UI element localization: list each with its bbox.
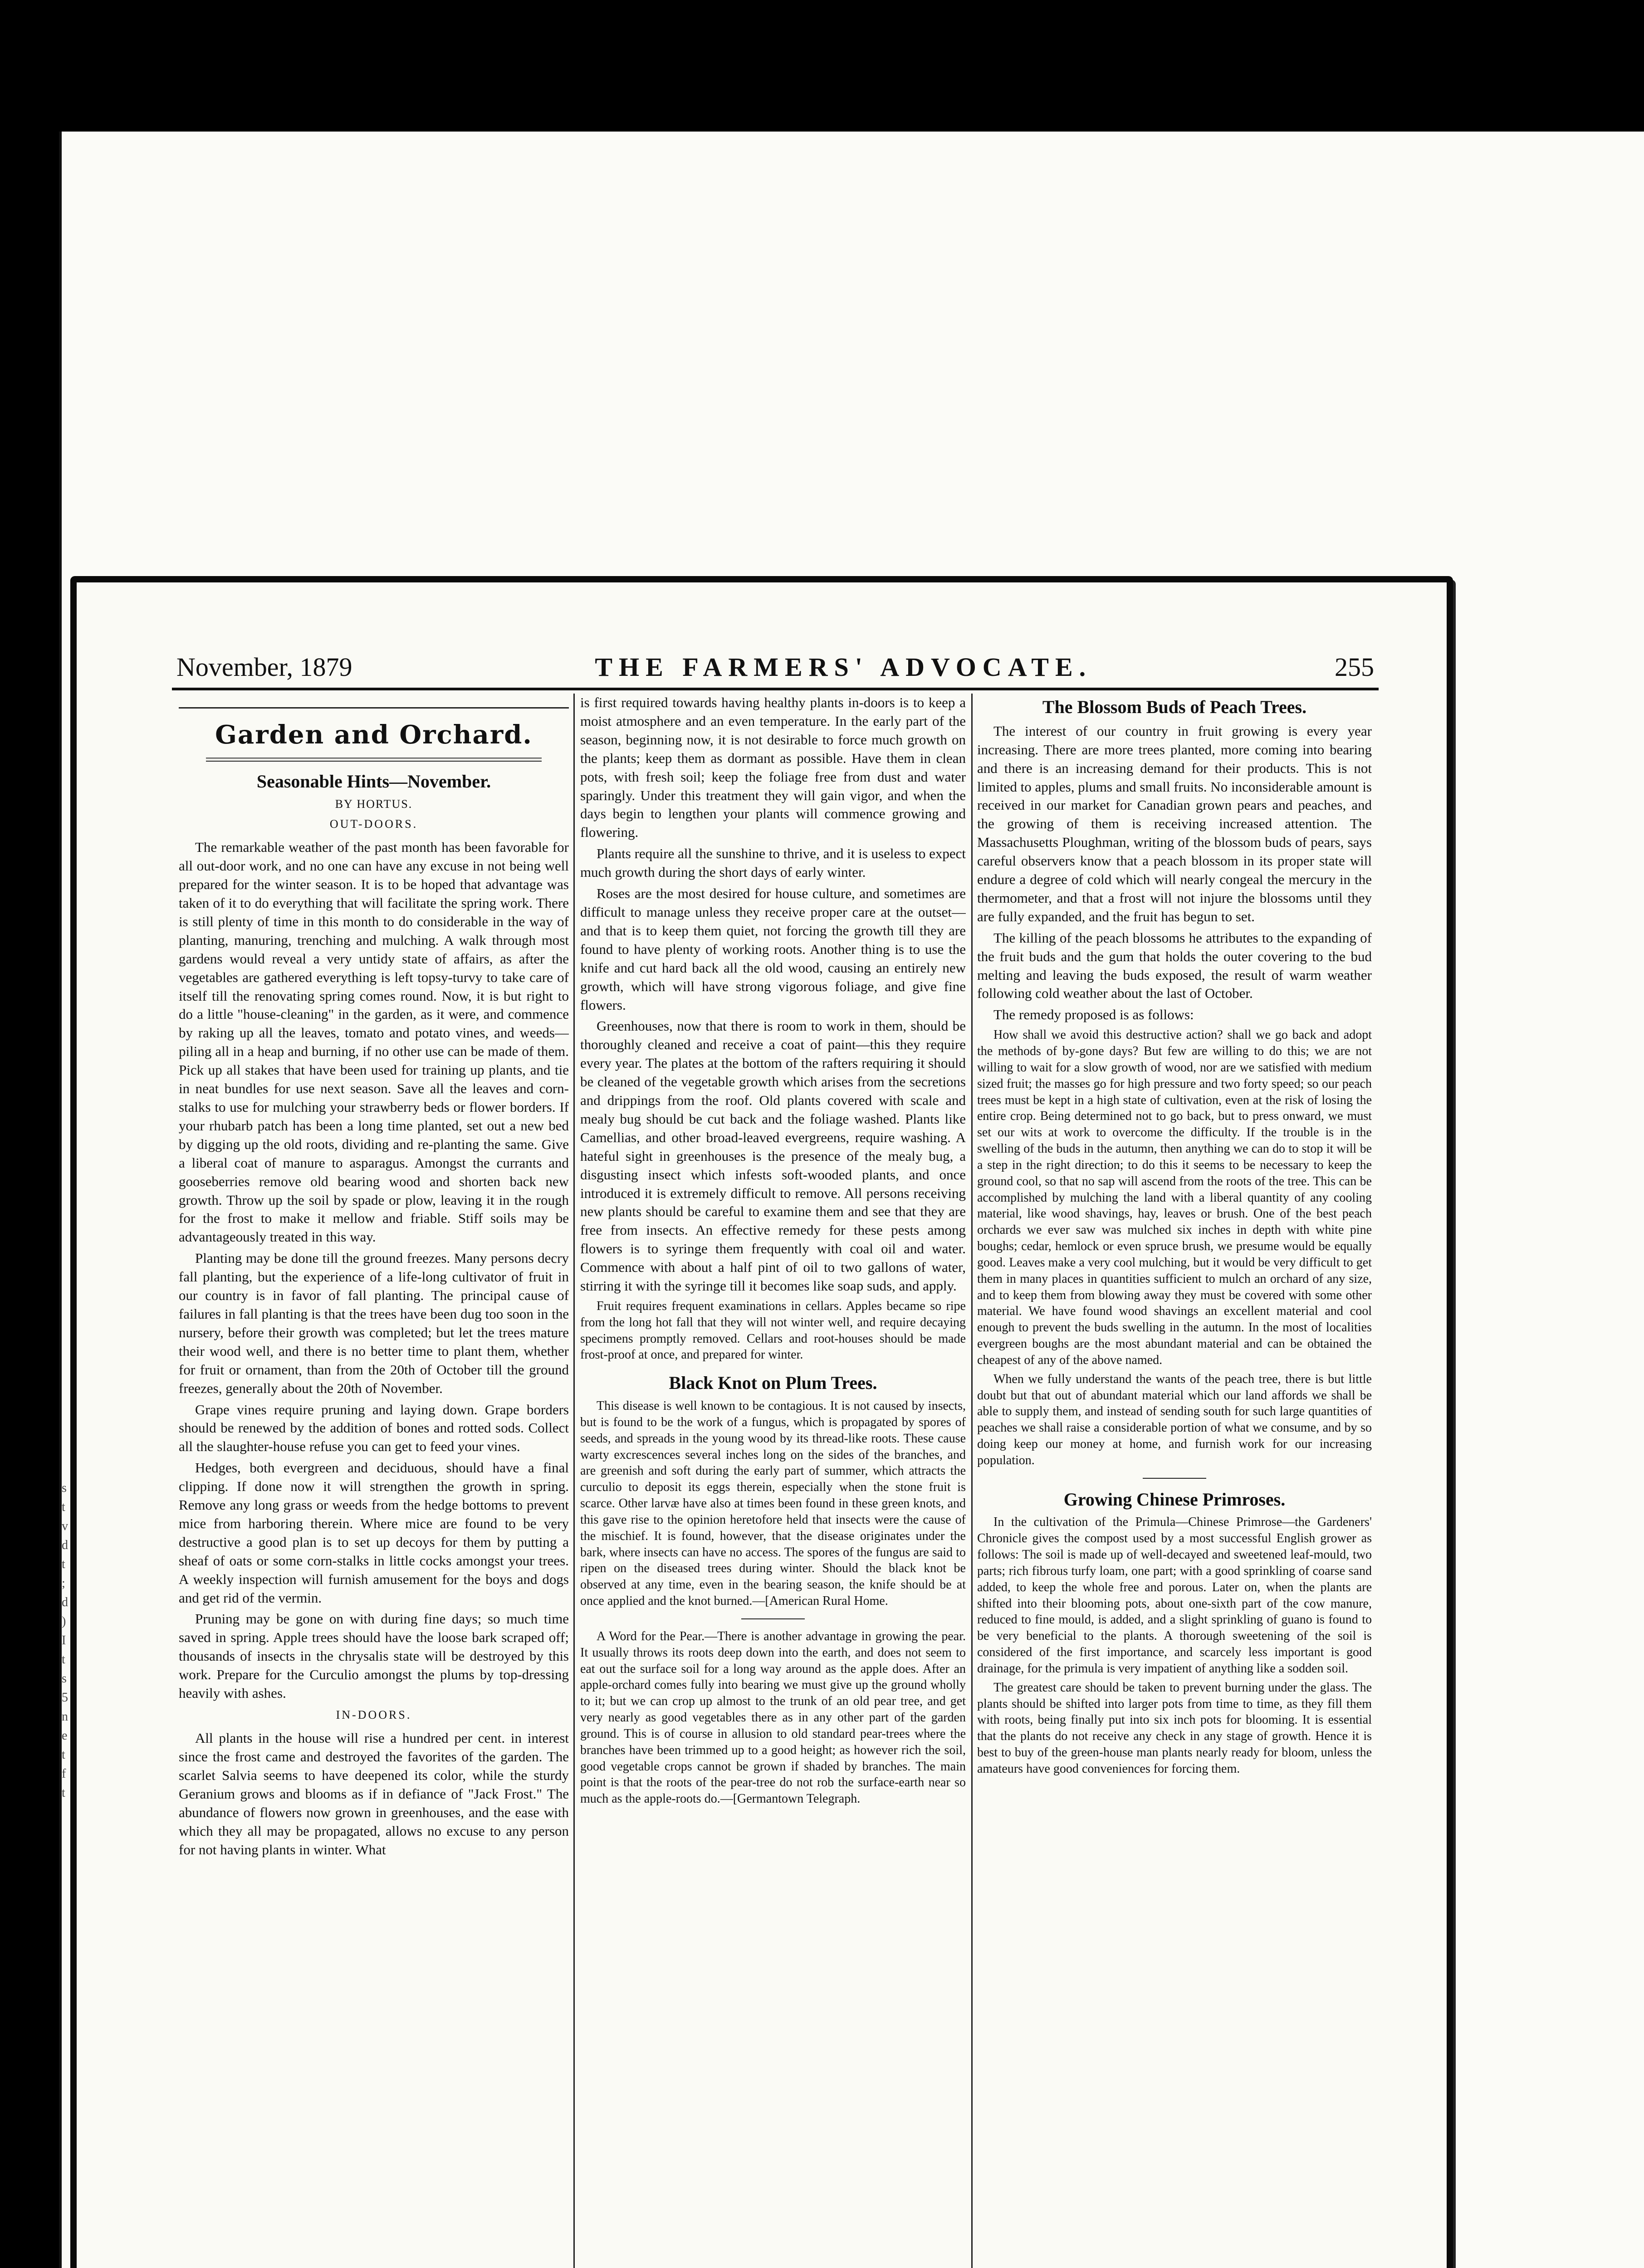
paragraph: Roses are the most desired for house culture, and sometimes are difficult to manage unless they receive proper care at the outset—and that is to keep them quiet, not forcing the growth till they are found to have plenty of working roots. Another thing is to use the knife and cut hard back all the old wood, causing an entirely new growth, which will have strong vigorous foliage, and give fine flowers. [580, 885, 966, 1013]
paragraph: is first required towards having healthy plants in-doors is to keep a moist atmosphere and an even temperature. In the early part of the season, beginning now, it is not desirable to force much growth on the plants; keep them as dormant as possible. Have them in clean pots, with fresh soil; keep the foliage free from dust and water sparingly. Under this treatment they will gain vigor, and when the days begin to lengthen your plants will commence growing and flowering. [580, 694, 966, 841]
article-headline: Growing Chinese Primroses. [1063, 1489, 1286, 1510]
column-rule [971, 694, 973, 2268]
column-2 [580, 694, 966, 2268]
paragraph: The killing of the peach blossoms he attributes to the expanding of the fruit buds and the gum that holds the outer covering to the bud melting and leaving the buds exposed, the result of warm weather following cold weather about the last of October. [977, 929, 1372, 1002]
paragraph: Pruning may be gone on with during fine days; so much time saved in spring. Apple trees should have the loose bark scraped off; thousands of insects in the chrysalis state will be destroyed by this work. Prepare for the Curculio amongst the plums by top-dressing heavily with ashes. [179, 1611, 569, 1701]
paragraph: In the cultivation of the Primula—Chinese Primrose—the Gardeners' Chronicle gives the compost used by a most successful English grower as follows: The soil is made up of well-decayed and sweetened leaf-mould, two parts; rich fibrous turfy loam, one part; with a good sprinkling of coarse sand added, to keep the whole free and porous. Later on, when the plants are shifted into their blooming pots, about one-sixth part of the cow manure, reduced to fine mould, is added, and a slight sprinkling of guano is found to be very beneficial to the plants. A thorough sweetening of the soil is considered of the first importance, and scarcely less important is good drainage, for the primula is very impatient of anything like a sodden soil. [977, 1515, 1372, 1676]
quoted-paragraph: When we fully understand the wants of the peach tree, there is but little doubt but that out of abundant material which our land affords we shall be able to supply them, and instead of sending south for such large quantities of peaches we shall raise a considerable portion of what we consume, and by so doing keep our money at home, and furnish work for our increasing population. [977, 1372, 1372, 1467]
divider [206, 758, 542, 762]
paragraph: Grape vines require pruning and laying down. Grape borders should be renewed by the addition of bones and rotted sods. Collect all the slaughter-house refuse you can get to feed your vines. [179, 1401, 569, 1455]
byline: BY HORTUS. [335, 797, 413, 811]
paragraph: Planting may be done till the ground freezes. Many persons decry fall planting, but the experience of a life-long cultivator of fruit in our country is in favor of fall planting. The principal cause of failures in fall planting is that the trees have been dug too soon in the nursery, before their growth was completed; but let the trees mature their wood well, and there is no better time to plant them, whether for fruit or ornament, than from the 20th of October till the ground freezes, generally about the 20th of November. [179, 1250, 569, 1396]
paragraph: Plants require all the sunshine to thrive, and it is useless to expect much growth during the short days of early winter. [580, 846, 966, 880]
paragraph: Hedges, both evergreen and deciduous, should have a final clipping. If done now it will strengthen the growth in spring. Remove any long grass or weeds from the hedge bottoms to prevent mice from harboring therein. Where mice are found to be very destructive a good plan is to set up decoys for them by putting a sheaf of oats or some corn-stalks in little cocks amongst your trees. A weekly inspection will furnish amusement for the boys and dogs and get rid of the vermin. [179, 1460, 569, 1606]
column-3 [977, 694, 1372, 2268]
gutter-marks: s t v d t ; d ) I t s 5 n e t f t [62, 1481, 68, 1800]
article-headline: The Blossom Buds of Peach Trees. [1042, 697, 1307, 717]
paragraph: The greatest care should be taken to prevent burning under the glass. The plants should be shifted into larger pots from time to time, as they fill them with roots, being finally put into six inch pots for blooming. It is essential that the plants do not receive any check in any stage of growth. Hence it is best to buy of the green-house man plants nearly ready for bloom, unless the amateurs have good conveniences for forcing them. [977, 1680, 1372, 1776]
divider [741, 1618, 805, 1619]
article-headline: Black Knot on Plum Trees. [669, 1373, 877, 1393]
paragraph: A Word for the Pear.—There is another advantage in growing the pear. It usually throws its roots deep down into the earth, and does not seem to eat out the surface soil for a long way around as the apple does. After an apple-orchard comes fully into bearing we must give up the ground wholly to it; but we can crop up almost to the trunk of an old pear tree, and get very nearly as good vegetables there as in any other part of the garden ground. This is of course in allusion to old standard pear-trees where the branches have been trimmed up to a good height; as however rich the soil, good vegetable crops cannot be grown if shaded by branches. The main point is that the roots of the pear-tree do not rob the surface-earth near so much as the apple-roots do.—[Germantown Telegraph. [580, 1629, 966, 1806]
paragraph: Fruit requires frequent examinations in cellars. Apples became so ripe from the long hot fall that they will not winter well, and require decaying specimens promptly removed. Cellars and root-houses should be made frost-proof at once, and prepared for winter. [580, 1299, 966, 1362]
divider [1143, 1478, 1206, 1479]
page-number: 255 [1335, 652, 1374, 682]
header-rule [172, 688, 1379, 690]
quoted-paragraph: How shall we avoid this destructive action? shall we go back and adopt the methods of by-gone days? But few are willing to do this; we are not willing to wait for a slow growth of wood, nor are we satisfied with medium sized fruit; the masses go for high pressure and two forty speed; so our peach trees must be kept in a high state of cultivation, even at the risk of losing the entire crop. Being determined not to go back, but to press onward, we must set our wits at work to overcome the difficulty. If the trouble is in the swelling of the buds in the autumn, then anything we can do to stop it will be a step in the right direction; to do this it seems to be necessary to keep the ground cool, so that no sap will ascend from the roots of the tree. This can be accomplished by mulching the land with a liberal quantity of any cooling material, like wood shavings, hay, leaves or brush. One of the best peach orchards we ever saw was mulched six inches in depth with white pine boughs; cedar, hemlock or even spruce brush, we presume would be equally good. Leaves make a very cool mulching, but it would be very difficult to get them in many places in quantities sufficient to mulch an orchard of any size, and to keep them from blowing away they must be covered with some other material. We have found wood shavings an excellent material and cool enough to prevent the buds swelling in the autumn. In the most of localities evergreen boughs are the most abundant material and can be obtained the cheapest of any of the above named. [977, 1028, 1372, 1367]
newspaper-page [70, 576, 1453, 2268]
subhead-indoors: IN-DOORS. [336, 1708, 412, 1722]
department-heading: Garden and Orchard. [179, 707, 569, 752]
column-rule [573, 694, 575, 2268]
paragraph: The interest of our country in fruit growing is every year increasing. There are more trees planted, more coming into bearing and there is an increasing demand for their products. This is not limited to apples, plums and small fruits. No inconsiderable amount is received in our market for Canadian grown pears and peaches, and the growing of them is receiving increased attention. The Massachusetts Ploughman, writing of the blossom buds of pears, says careful observers know that a peach blossom in its proper state will endure a degree of cold which will nearly congeal the mercury in the thermometer, and that a frost will not injure the blossoms until they are fully expanded, and the fruit has begun to set. [977, 723, 1372, 924]
subhead-outdoors: OUT-DOORS. [329, 817, 418, 831]
masthead-title: THE FARMERS' ADVOCATE. [595, 652, 1092, 682]
paragraph: The remarkable weather of the past month has been favorable for all out-door work, and no one can have any excuse in not being well prepared for the winter season. It is to be hoped that advantage was taken of it to do everything that will facilitate the spring work. There is still plenty of time in this month to do considerable in the way of planting, manuring, trenching and mulching. A walk through most gardens would reveal a very untidy state of affairs, as after the vegetables are gathered everything is left topsy-turvy to take care of itself till the renovating spring comes round. Now, it is but right to do a little "house-cleaning" in the garden, as it were, and commence by raking up all the leaves, tomato and potato vines, and weeds—piling all in a heap and burning, if no other use can be made of them. Pick up all stakes that have been used for training up plants, and tie in neat bundles for use next season. Save all the leaves and corn-stalks to use for mulching your strawberry beds or flower borders. If your rhubarb patch has been a long time planted, set out a new bed by digging up the old roots, dividing and re-planting the same. Give a liberal coat of manure to asparagus. Amongst the currants and gooseberries remove old bearing wood and shorten back new growth. Throw up the soil by spade or plow, leaving it in the rough for the frost to make it mellow and friable. Stiff soils may be advantageously treated in this way. [179, 839, 569, 1245]
paragraph: This disease is well known to be contagious. It is not caused by insects, but is found to be the work of a fungus, which is propagated by spores of seeds, and spreads in the young wood by its thread-like roots. These cause warty excrescences several inches long on the sides of the branches, and are greenish and soft during the early part of summer, which attracts the curculio to deposit its eggs therein, especially when the stone fruit is scarce. Other larvæ have also at times been found in these green knots, and this gave rise to the opinion heretofore held that insects were the cause of the mischief. It is found, however, that the disease originates under the bark, where insects can have no access. The spores of the fungus are said to ripen on the diseased trees during winter. Should the black knot be observed at any time, even in the bearing season, the knife should be at once applied and the knot burned.—[American Rural Home. [580, 1399, 966, 1608]
paragraph: All plants in the house will rise a hundred per cent. in interest since the frost came and destroyed the favorites of the garden. The scarlet Salvia seems to have deepened its color, while the sturdy Geranium grows and blooms as if in defiance of "Jack Frost." The abundance of flowers now grown in greenhouses, and the ease with which they all may be propagated, allows no excuse to any person for not having plants in winter. What [179, 1730, 569, 1857]
paragraph: Greenhouses, now that there is room to work in them, should be thoroughly cleaned and receive a coat of paint—this they require every year. The plates at the bottom of the rafters requiring it should be cleaned of the vegetable growth which arises from the secretions and drippings from the roof. Old plants covered with scale and mealy bug should be cut back and the foliage washed. Plants like Camellias, and other broad-leaved evergreens, require washing. A hateful sight in greenhouses is the presence of the mealy bug, a disgusting insect which infests soft-wooded plants, and once introduced it is extremely difficult to remove. All persons receiving new plants should be careful to examine them and see that they are free from insects. An effective remedy for these pests among flowers is to syringe them frequently with coal oil and water. Commence with about a half pint of oil to two gallons of water, stirring it with the syringe till it becomes like soap suds, and apply. [580, 1018, 966, 1294]
issue-date: November, 1879 [176, 652, 352, 682]
paragraph: The remedy proposed is as follows: [993, 1007, 1194, 1023]
page-header [176, 646, 1374, 682]
article-headline: Seasonable Hints—November. [256, 771, 491, 792]
column-1 [179, 694, 569, 2268]
